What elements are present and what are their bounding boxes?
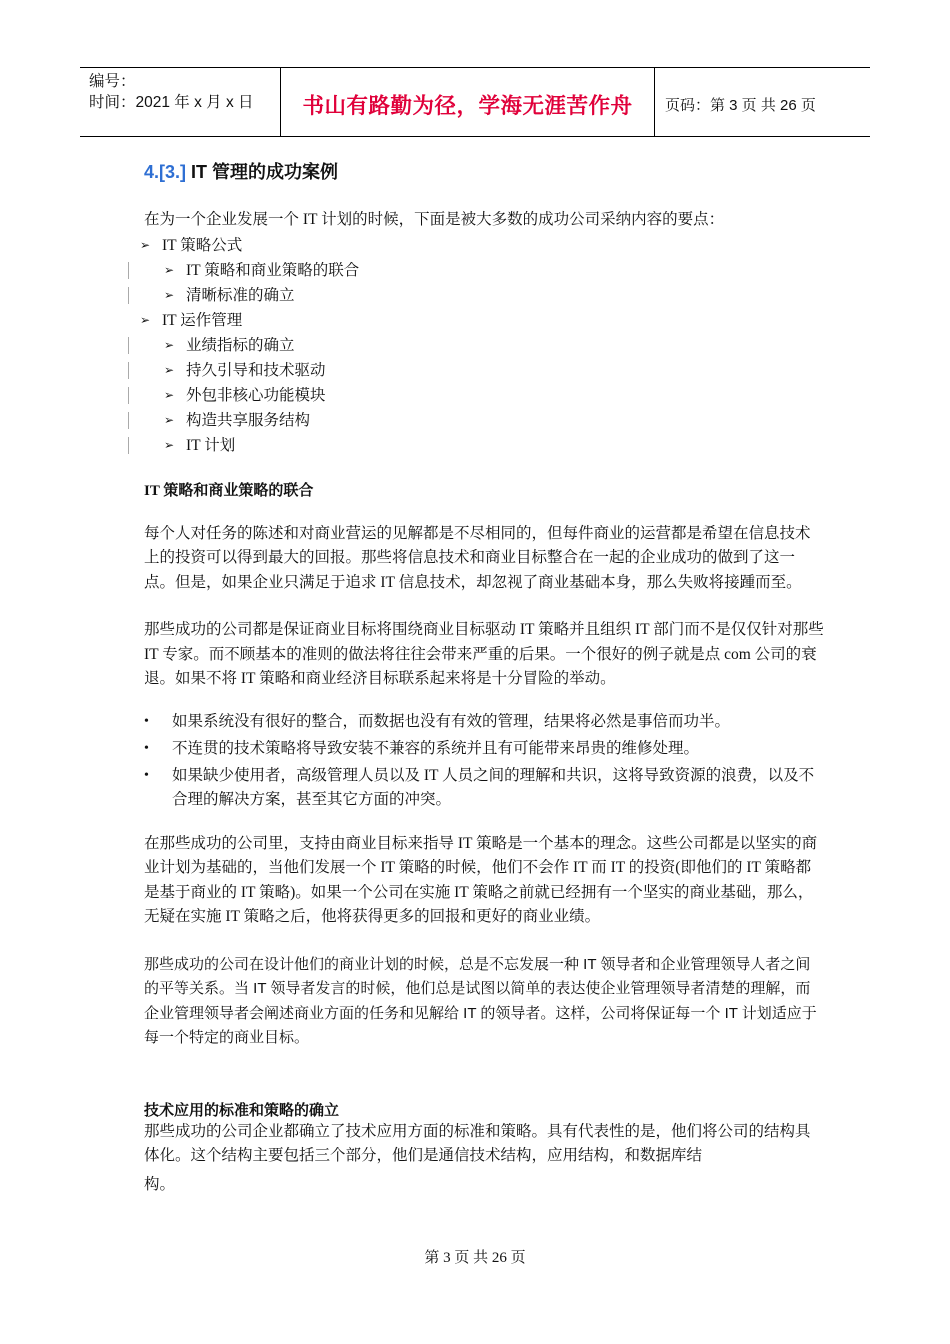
arrow-bullet-icon: ➢ xyxy=(164,387,175,402)
paragraph-continuation: 构。 xyxy=(144,1175,176,1193)
section-title xyxy=(144,158,824,184)
header-time-label: 时间：2021 年 x 月 x 日 xyxy=(89,94,254,111)
revision-bar xyxy=(128,287,129,304)
outline-subitem-label: 业绩指标的确立 xyxy=(186,336,295,354)
outline-item-label: IT 策略公式 xyxy=(162,236,243,254)
section-number: 4.[3.] xyxy=(144,162,187,182)
outline-subitem-label: IT 计划 xyxy=(186,436,236,454)
outline-subitem xyxy=(140,358,824,383)
revision-bar xyxy=(128,362,129,379)
header-motto: 书山有路勤为径，学海无涯苦作舟 xyxy=(281,68,655,136)
list-item xyxy=(144,737,824,761)
paragraph: 在那些成功的公司里，支持由商业目标来指导 IT 策略是一个基本的理念。这些公司都是以坚实的商业计划为基础的，当他们发展一个 IT 策略的时候，他们不会作 IT 而 IT 的投资(即他们的 IT 策略都是基于商业的 IT 策略)。如果一个公司在实施 IT 策略之前就已经拥有一个坚实的商业基础，那么，无疑在实施 IT 策略之后，他将获得更多的回报和更好的商业业绩。 xyxy=(144,834,818,925)
outline-item-strategy xyxy=(140,233,824,258)
intro-paragraph: 在为一个企业发展一个 IT 计划的时候，下面是被大多数的成功公司采纳内容的要点： xyxy=(144,211,725,228)
header-meta xyxy=(80,68,281,136)
revision-bar xyxy=(128,387,129,404)
page-header xyxy=(80,67,870,137)
paragraph: 那些成功的公司企业都确立了技术应用方面的标准和策略。具有代表性的是，他们将公司的结构具体化。这个结构主要包括三个部分，他们是通信技术结构，应用结构，和数据库结 xyxy=(144,1122,811,1164)
outline-subitem-label: 清晰标准的确立 xyxy=(186,286,295,304)
arrow-bullet-icon: ➢ xyxy=(164,412,175,427)
revision-bar xyxy=(128,412,129,429)
outline-subitem xyxy=(140,383,824,408)
revision-bar xyxy=(128,262,129,279)
list-item xyxy=(144,764,824,812)
revision-bar xyxy=(128,437,129,454)
outline-subitem-label: 外包非核心功能模块 xyxy=(186,386,326,404)
arrow-bullet-icon: ➢ xyxy=(164,337,175,352)
list-item-text: 不连贯的技术策略将导致安装不兼容的系统并且有可能带来昂贵的维修处理。 xyxy=(172,739,700,757)
arrow-bullet-icon: ➢ xyxy=(164,437,175,452)
outline-subitem xyxy=(140,283,824,308)
subsection-heading-alignment: IT 策略和商业策略的联合 xyxy=(144,482,314,499)
arrow-bullet-icon: ➢ xyxy=(164,362,175,377)
arrow-bullet-icon: ➢ xyxy=(164,287,175,302)
outline-subitem-label: 持久引导和技术驱动 xyxy=(186,361,326,379)
arrow-bullet-icon: ➢ xyxy=(164,262,175,277)
revision-bar xyxy=(128,337,129,354)
outline-item-label: IT 运作管理 xyxy=(162,311,243,329)
page-content xyxy=(140,150,824,1197)
bullet-dot-icon: • xyxy=(144,740,149,756)
list-item-text: 如果缺少使用者，高级管理人员以及 IT 人员之间的理解和共识，这将导致资源的浪费，以及不合理的解决方案，甚至其它方面的冲突。 xyxy=(172,766,815,808)
outline-subitem xyxy=(140,333,824,358)
subsection-heading-standards: 技术应用的标准和策略的确立 xyxy=(144,1101,340,1119)
outline-subitem xyxy=(140,408,824,433)
outline-subitem-label: 构造共享服务结构 xyxy=(186,411,311,429)
list-item xyxy=(144,710,824,734)
paragraph: 那些成功的公司在设计他们的商业计划的时候，总是不忘发展一种 IT 领导者和企业管理领导人者之间的平等关系。当 IT 领导者发言的时候，他们总是试图以简单的表达使企业管理领导者清楚的理解，而企业管理领导者会阐述商业方面的任务和见解给 IT 的领导者。这样，公司将保证每一个 IT 计划适应于每一个特定的商业目标。 xyxy=(144,955,817,1046)
paragraph: 那些成功的公司都是保证商业目标将围绕商业目标驱动 IT 策略并且组织 IT 部门而不是仅仅针对那些 IT 专家。而不顾基本的准则的做法将往往会带来严重的后果。一个很好的例子就是点 com 公司的衰退。如果不将 IT 策略和商业经济目标联系起来将是十分冒险的举动。 xyxy=(144,621,824,687)
paragraph: 每个人对任务的陈述和对商业营运的见解都是不尽相同的，但每件商业的运营都是希望在信息技术上的投资可以得到最大的回报。那些将信息技术和商业目标整合在一起的企业成功的做到了这一点。但是，如果企业只满足于追求 IT 信息技术，却忽视了商业基础本身，那么失败将接踵而至。 xyxy=(144,524,811,591)
outline-subitem xyxy=(140,433,824,458)
arrow-bullet-icon: ➢ xyxy=(140,237,151,252)
page-footer: 第 3 页 共 26 页 xyxy=(424,1250,526,1266)
section-title-text: IT 管理的成功案例 xyxy=(186,162,339,182)
arrow-bullet-icon: ➢ xyxy=(140,312,151,327)
outline-subitem-label: IT 策略和商业策略的联合 xyxy=(186,261,360,279)
bullet-dot-icon: • xyxy=(144,713,149,729)
header-page-label: 页码：第 3 页 共 26 页 xyxy=(665,96,816,114)
header-number-label: 编号： xyxy=(89,73,136,90)
outline-item-operations xyxy=(140,308,824,333)
list-item-text: 如果系统没有很好的整合，而数据也没有有效的管理，结果将必然是事倍而功半。 xyxy=(172,712,731,730)
bullet-dot-icon: • xyxy=(144,767,149,783)
outline-subitem xyxy=(140,258,824,283)
bullet-list xyxy=(144,710,824,812)
